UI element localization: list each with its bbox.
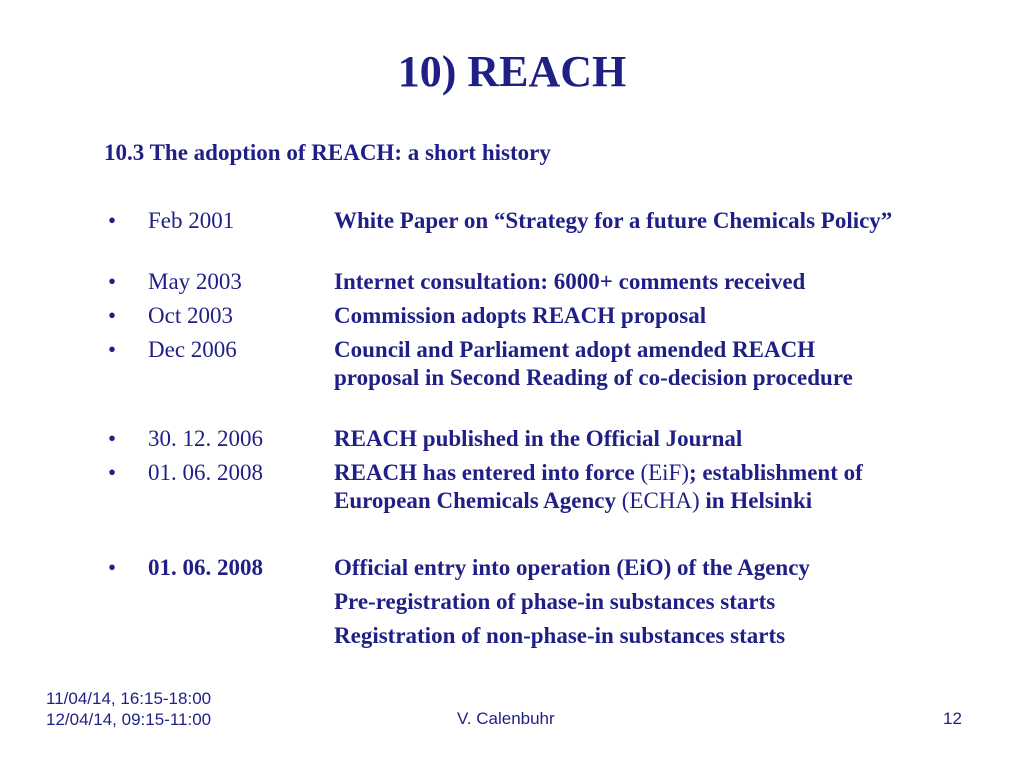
bullet-dot: • bbox=[108, 460, 117, 485]
highlight-line: Registration of non-phase-in substances starts bbox=[334, 623, 786, 648]
echa-abbreviation: (ECHA) bbox=[621, 488, 700, 513]
timeline-description: Council and Parliament adopt amended REACH proposal in Second Reading of co-decision procedure bbox=[334, 337, 853, 390]
description-part: REACH has entered into force bbox=[334, 460, 641, 485]
timeline-description: REACH published in the Official Journal bbox=[334, 426, 743, 451]
timeline-date: Oct 2003 bbox=[148, 303, 233, 328]
description-part: in Helsinki bbox=[699, 488, 813, 513]
timeline-date: May 2003 bbox=[148, 269, 242, 294]
timeline-description: White Paper on “Strategy for a future Chemicals Policy” bbox=[334, 208, 893, 233]
bullet-dot: • bbox=[108, 208, 117, 233]
session-date-2: 12/04/14, 09:15-11:00 bbox=[46, 710, 212, 729]
highlight-line: Pre-registration of phase-in substances starts bbox=[334, 589, 776, 614]
session-date-1: 11/04/14, 16:15-18:00 bbox=[46, 689, 212, 708]
description-part: ; establishment of European Chemicals Agency bbox=[334, 460, 863, 513]
timeline-description: Internet consultation: 6000+ comments received bbox=[334, 269, 806, 294]
timeline-date: 30. 12. 2006 bbox=[148, 426, 263, 451]
timeline-date: 01. 06. 2008 bbox=[148, 555, 263, 580]
timeline-date: 01. 06. 2008 bbox=[148, 460, 263, 485]
section-subtitle: 10.3 The adoption of REACH: a short history bbox=[104, 140, 551, 165]
timeline-date: Dec 2006 bbox=[148, 337, 237, 362]
bullet-dot: • bbox=[108, 303, 117, 328]
page-number: 12 bbox=[943, 709, 962, 728]
bullet-dot: • bbox=[108, 337, 117, 362]
timeline-description bbox=[334, 459, 914, 515]
timeline-description: Official entry into operation (EiO) of the Agency bbox=[334, 555, 810, 580]
footer-session-dates bbox=[46, 688, 211, 730]
bullet-dot: • bbox=[108, 426, 117, 451]
slide-title: 10) REACH bbox=[397, 47, 627, 96]
footer-author: V. Calenbuhr bbox=[457, 709, 555, 728]
bullet-dot: • bbox=[108, 555, 117, 580]
timeline-description: Commission adopts REACH proposal bbox=[334, 303, 707, 328]
bullet-dot: • bbox=[108, 269, 117, 294]
timeline-date: Feb 2001 bbox=[148, 208, 235, 233]
eif-abbreviation: (EiF) bbox=[640, 460, 689, 485]
